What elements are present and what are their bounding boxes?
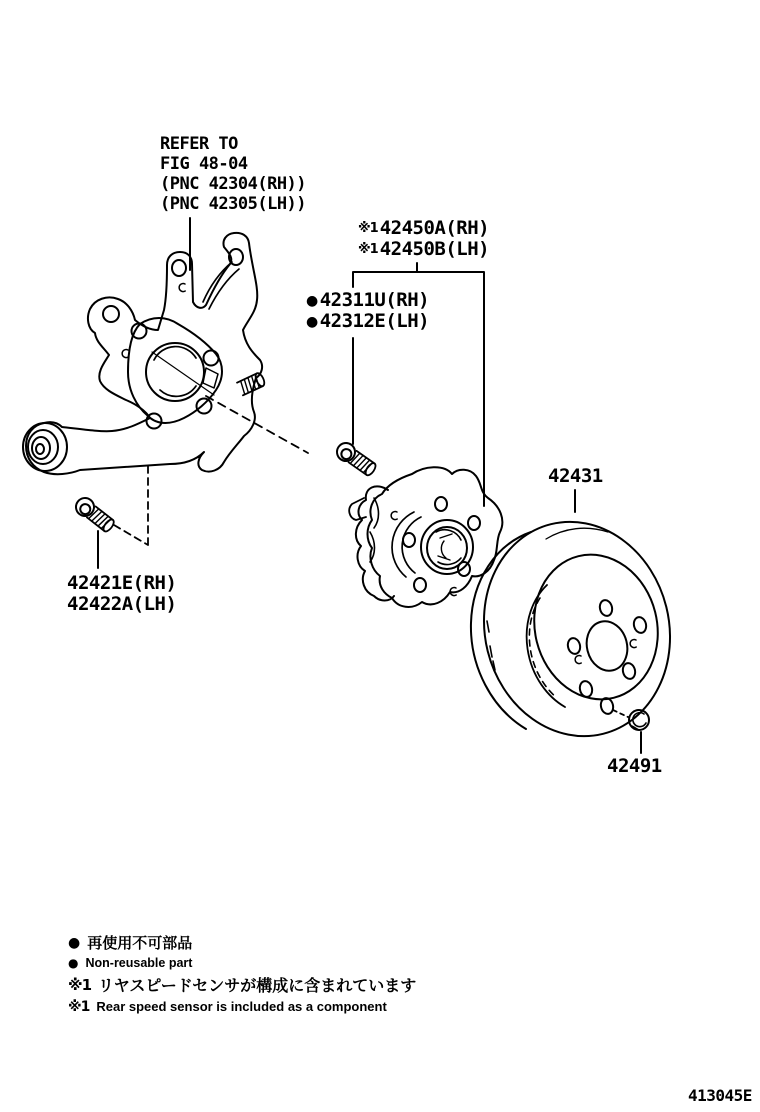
legend-row-sensor-jp (68, 973, 416, 996)
legend-row-nonreusable-en (68, 953, 416, 973)
figure-code: 413045E (688, 1086, 752, 1105)
hub-bolt-label-rh[interactable] (306, 290, 429, 311)
non-reusable-dot-icon: ● (68, 956, 79, 970)
ref-mark-icon: ※1 (358, 221, 378, 236)
legend-row-nonreusable-jp (68, 932, 416, 953)
part-number: 42422A(LH) (67, 593, 177, 615)
refer-note-line: FIG 48-04 (160, 154, 248, 174)
hub-bolt-label (306, 290, 429, 332)
legend-text: Non-reusable part (85, 956, 193, 970)
part-number: 42421E(RH) (67, 572, 177, 594)
brake-disc-drawing (462, 502, 693, 756)
legend-text: Rear speed sensor is included as a component (96, 999, 387, 1014)
hub-bolt-drawing (333, 439, 378, 478)
knuckle-drawing (23, 233, 266, 474)
refer-note-line: (PNC 42304(RH)) (160, 174, 307, 194)
ref-mark-icon: ※1 (68, 998, 90, 1015)
lock-screw-label[interactable]: 42491 (607, 755, 662, 777)
part-number: 42450A(RH) (379, 217, 490, 239)
legend-text: 再使用不可部品 (87, 934, 193, 952)
non-reusable-dot-icon: ● (306, 313, 318, 330)
legend-row-sensor-en (68, 996, 416, 1017)
non-reusable-dot-icon: ● (68, 934, 81, 951)
refer-note (160, 134, 306, 214)
hub-label-lh[interactable] (358, 239, 489, 260)
knuckle-stud (237, 372, 266, 395)
knuckle-bolt-drawing (72, 494, 117, 534)
part-number: 42312E(LH) (319, 310, 430, 332)
ref-mark-icon: ※1 (358, 242, 378, 257)
part-number: 42450B(LH) (379, 238, 490, 260)
disc-label[interactable]: 42431 (548, 465, 603, 487)
hub-label-rh[interactable] (358, 218, 489, 239)
hub-label (358, 218, 489, 260)
refer-note-line: (PNC 42305(LH)) (160, 194, 307, 214)
refer-note-line: REFER TO (160, 134, 238, 154)
legend-text: リヤスピードセンサが構成に含まれています (98, 976, 417, 995)
ref-mark-icon: ※1 (68, 975, 92, 994)
knuckle-bolt-label[interactable] (67, 573, 176, 615)
part-number: 42311U(RH) (319, 289, 430, 311)
legend (68, 932, 416, 1017)
non-reusable-dot-icon: ● (306, 292, 318, 309)
hub-bolt-label-lh[interactable] (306, 311, 429, 332)
hub-assembly-drawing (349, 467, 502, 607)
